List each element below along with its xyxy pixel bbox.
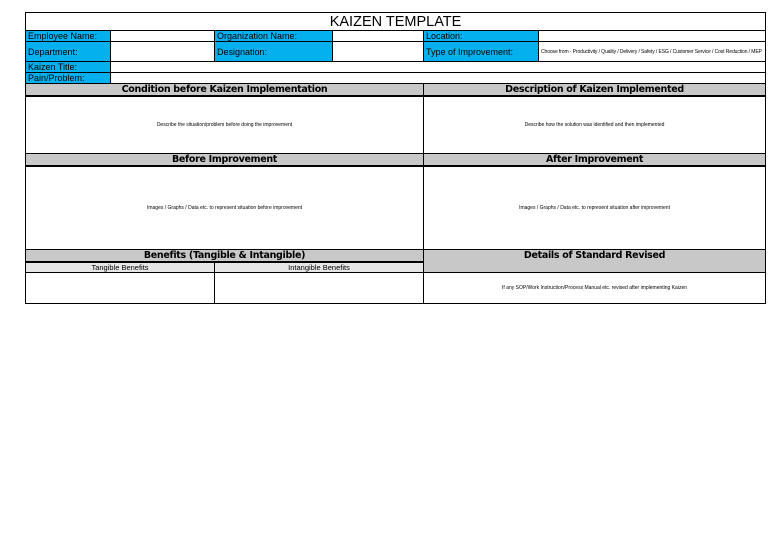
standard-revised-area[interactable]: If any SOP/Work Instruction/Process Manual etc. revised after implementing Kaizen bbox=[424, 273, 766, 304]
benefits-heading: Benefits (Tangible & Intangible) bbox=[26, 250, 424, 263]
designation-field[interactable] bbox=[333, 42, 424, 62]
description-area[interactable]: Describe how the solution was identified and then implemented bbox=[424, 96, 766, 153]
type-of-improvement-field[interactable]: Choose from - Productivity / Quality / Delivery / Safety / ESG / Customer Service / Cost Reduction / MEP bbox=[539, 42, 766, 62]
tangible-benefits-area[interactable] bbox=[26, 273, 215, 304]
organization-name-field[interactable] bbox=[333, 31, 424, 42]
before-improvement-area[interactable]: Images / Graphs / Data etc. to represent situation before improvement bbox=[26, 166, 424, 250]
condition-before-heading: Condition before Kaizen Implementation bbox=[26, 84, 424, 97]
designation-label: Designation: bbox=[215, 42, 333, 62]
condition-before-area[interactable]: Describe the situation/problem before doing the improvement bbox=[26, 96, 424, 153]
kaizen-title-label: Kaizen Title: bbox=[26, 62, 111, 73]
pain-problem-label: Pain/Problem: bbox=[26, 73, 111, 84]
description-heading: Description of Kaizen Implemented bbox=[424, 84, 766, 97]
department-field[interactable] bbox=[111, 42, 215, 62]
employee-name-field[interactable] bbox=[111, 31, 215, 42]
intangible-benefits-label: Intangible Benefits bbox=[215, 262, 424, 273]
form-title: KAIZEN TEMPLATE bbox=[26, 13, 766, 31]
department-label: Department: bbox=[26, 42, 111, 62]
kaizen-sheet bbox=[25, 12, 765, 320]
tangible-benefits-label: Tangible Benefits bbox=[26, 262, 215, 273]
type-of-improvement-label: Type of Improvement: bbox=[424, 42, 539, 62]
pain-problem-field[interactable] bbox=[111, 73, 766, 84]
organization-name-label: Organization Name: bbox=[215, 31, 333, 42]
before-improvement-heading: Before Improvement bbox=[26, 153, 424, 166]
intangible-benefits-area[interactable] bbox=[215, 273, 424, 304]
employee-name-label: Employee Name: bbox=[26, 31, 111, 42]
after-improvement-area[interactable]: Images / Graphs / Data etc. to represent situation after improvement bbox=[424, 166, 766, 250]
standard-revised-heading: Details of Standard Revised bbox=[424, 250, 766, 273]
location-label: Location: bbox=[424, 31, 539, 42]
kaizen-title-field[interactable] bbox=[111, 62, 766, 73]
kaizen-form-table bbox=[25, 12, 766, 304]
after-improvement-heading: After Improvement bbox=[424, 153, 766, 166]
location-field[interactable] bbox=[539, 31, 766, 42]
